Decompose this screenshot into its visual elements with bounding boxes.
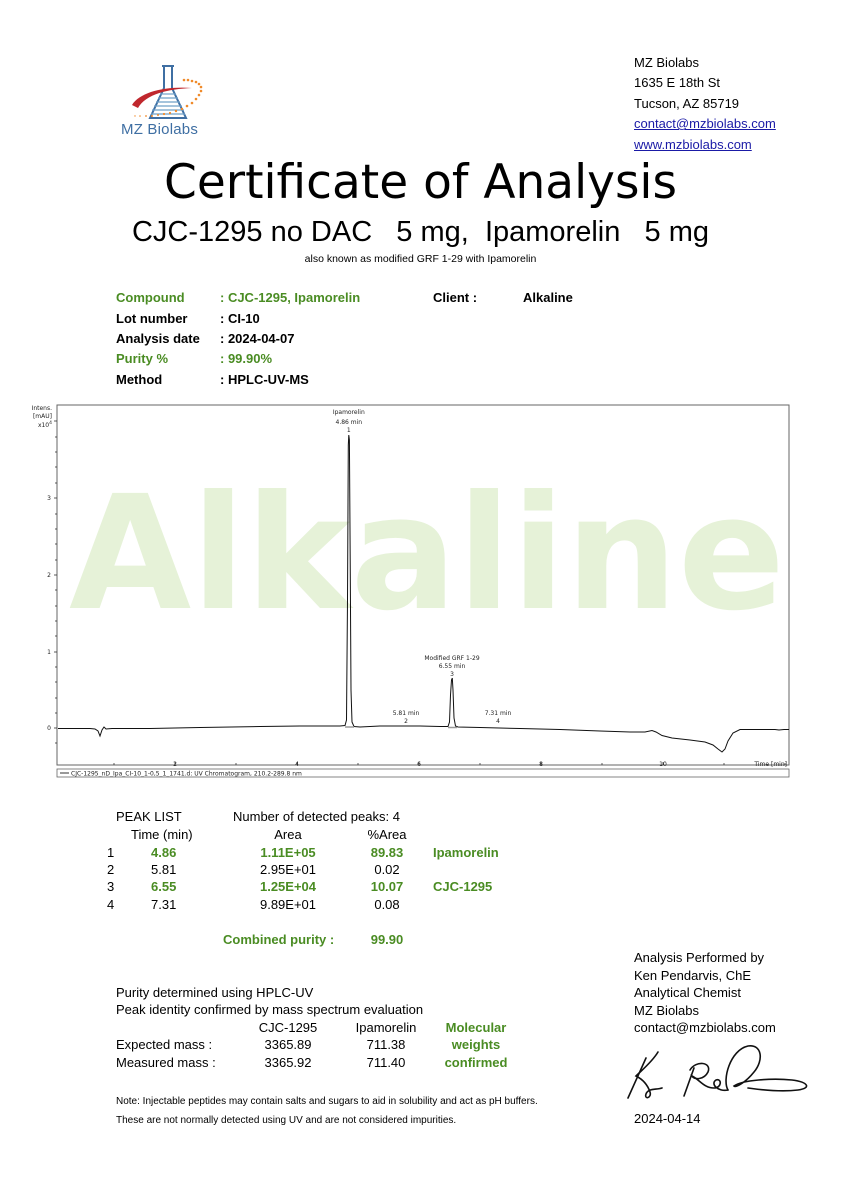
y-axis-label-intens: Intens. — [31, 405, 52, 412]
svg-text:7.31 min: 7.31 min — [484, 710, 512, 717]
measured-mass-label: Measured mass : — [116, 1055, 216, 1070]
analyst-name: Ken Pendarvis, ChE — [634, 967, 752, 983]
svg-text:3: 3 — [450, 671, 454, 678]
analyst-email: contact@mzbiolabs.com — [634, 1020, 776, 1035]
col-header-pct-area: %Area — [367, 827, 407, 842]
identity-method-text: Peak identity confirmed by mass spectrum evaluation — [116, 1002, 424, 1017]
expected-mass-label: Expected mass : — [116, 1037, 213, 1052]
peak-time: 5.81 — [151, 862, 177, 877]
client-label: Client : — [433, 290, 478, 305]
peak-pct-area: 10.07 — [370, 879, 404, 894]
combined-purity-label: Combined purity : — [223, 932, 335, 947]
combined-purity-value: 99.90 — [370, 932, 404, 947]
logo-text: MZ Biolabs — [121, 121, 199, 138]
x-tick-10: 10 — [659, 761, 667, 768]
detected-peaks-count: Number of detected peaks: 4 — [233, 809, 400, 824]
peak-area: 1.25E+04 — [259, 879, 317, 894]
peak-label-2 — [393, 710, 420, 725]
document-title: Certificate of Analysis — [164, 155, 677, 210]
info-label: Analysis date — [116, 331, 200, 346]
website-link[interactable]: www.mzbiolabs.com — [634, 136, 752, 152]
col-header-area: Area — [274, 827, 302, 842]
y-tick-3: 3 — [47, 495, 51, 502]
svg-text:Modified GRF 1-29: Modified GRF 1-29 — [424, 655, 480, 662]
analyst-role: Analytical Chemist — [634, 985, 741, 1000]
x-tick-2: 2 — [173, 761, 177, 768]
product-subtitle: CJC-1295 no DAC 5 mg, Ipamorelin 5 mg — [131, 216, 709, 248]
svg-text:6.55 min: 6.55 min — [438, 663, 466, 670]
svg-text:2: 2 — [404, 718, 408, 725]
info-value: : 2024-04-07 — [220, 331, 295, 346]
analyst-company: MZ Biolabs — [634, 1002, 700, 1018]
signature-icon — [622, 1040, 817, 1105]
peak-number: 4 — [107, 897, 115, 912]
y-axis-label-unit: [mAU] — [32, 413, 52, 420]
email-link[interactable]: contact@mzbiolabs.com — [634, 116, 776, 132]
svg-text:1: 1 — [346, 427, 351, 434]
svg-text:4: 4 — [496, 718, 500, 725]
x-tick-4: 4 — [295, 761, 299, 768]
analysis-performed-by — [634, 949, 776, 1037]
watermark-text: Alkaline — [68, 462, 786, 646]
peak-number: 1 — [107, 845, 115, 860]
also-known-as: also known as modified GRF 1-29 with Ipamorelin — [304, 253, 537, 265]
x-axis-label: Time [min] — [754, 761, 787, 768]
peak-name: Ipamorelin — [433, 845, 499, 860]
mw-confirm-1: Molecular — [445, 1020, 507, 1035]
peak-label-4 — [485, 710, 512, 725]
client-value: Alkaline — [523, 290, 573, 305]
peak-pct-area: 0.08 — [374, 897, 400, 912]
info-value: : 99.90% — [220, 351, 273, 366]
info-label: Lot number — [116, 311, 188, 326]
x-tick-6: 6 — [417, 761, 421, 768]
peak-area: 9.89E+01 — [259, 897, 317, 912]
info-value: : HPLC-UV-MS — [220, 372, 309, 387]
mw-confirm-2: weights — [451, 1037, 501, 1052]
info-label: Method — [116, 372, 163, 387]
info-label: Purity % — [116, 351, 169, 366]
svg-text:5.81 min: 5.81 min — [392, 710, 420, 717]
svg-text:Ipamorelin: Ipamorelin — [332, 409, 365, 416]
y-tick-1: 1 — [47, 649, 51, 656]
y-tick-2: 2 — [47, 572, 51, 579]
peak-time: 7.31 — [151, 897, 177, 912]
col-header-time: Time (min) — [131, 827, 193, 842]
legend-text: CJC-1295_nD_Ipa_CI-10_1-0,5_1_1741.d: UV Chromatogram, 210.2-289.8 nm — [71, 770, 302, 778]
mass-col-cjc: CJC-1295 — [258, 1020, 318, 1035]
peak-name: CJC-1295 — [433, 879, 493, 894]
peak-pct-area: 0.02 — [374, 862, 400, 877]
peak-number: 3 — [107, 879, 115, 894]
x-tick-8: 8 — [539, 761, 543, 768]
address-city: Tucson, AZ 85719 — [634, 95, 740, 111]
peak-list-title: PEAK LIST — [116, 809, 182, 824]
performed-by-label: Analysis Performed by — [634, 950, 765, 965]
info-value: : CI-10 — [220, 311, 260, 326]
purity-method-text: Purity determined using HPLC-UV — [116, 985, 314, 1000]
peak-pct-area: 89.83 — [370, 845, 404, 860]
info-value: : CJC-1295, Ipamorelin — [220, 290, 361, 305]
address-company: MZ Biolabs — [634, 55, 700, 70]
address-block — [634, 53, 776, 155]
mw-confirm-3: confirmed — [444, 1055, 508, 1070]
peak-area: 2.95E+01 — [259, 862, 317, 877]
hplc-chromatogram — [0, 395, 841, 785]
signature-date: 2024-04-14 — [634, 1111, 701, 1126]
peak-time: 4.86 — [151, 845, 177, 860]
peak-time: 6.55 — [151, 879, 177, 894]
y-tick-0: 0 — [47, 725, 51, 732]
info-label: Compound — [116, 290, 185, 305]
expected-mass-cjc: 3365.89 — [264, 1037, 312, 1052]
svg-text:4.86 min: 4.86 min — [335, 419, 363, 426]
expected-mass-ipamorelin: 711.38 — [366, 1037, 406, 1052]
y-axis-multiplier: $x10^4$ — [37, 421, 52, 429]
peak-label-3 — [424, 655, 479, 678]
measured-mass-cjc: 3365.92 — [264, 1055, 312, 1070]
mass-col-ipamorelin: Ipamorelin — [355, 1020, 417, 1035]
note-line-2: These are not normally detected using UV and are not considered impurities. — [116, 1115, 457, 1126]
address-street: 1635 E 18th St — [634, 75, 721, 91]
note-line-1: Note: Injectable peptides may contain salts and sugars to aid in solubility and act as pH buffers. — [116, 1096, 538, 1107]
peak-label-1 — [333, 409, 365, 434]
measured-mass-ipamorelin: 711.40 — [366, 1055, 406, 1070]
peak-area: 1.11E+05 — [260, 845, 316, 860]
peak-number: 2 — [107, 862, 115, 877]
